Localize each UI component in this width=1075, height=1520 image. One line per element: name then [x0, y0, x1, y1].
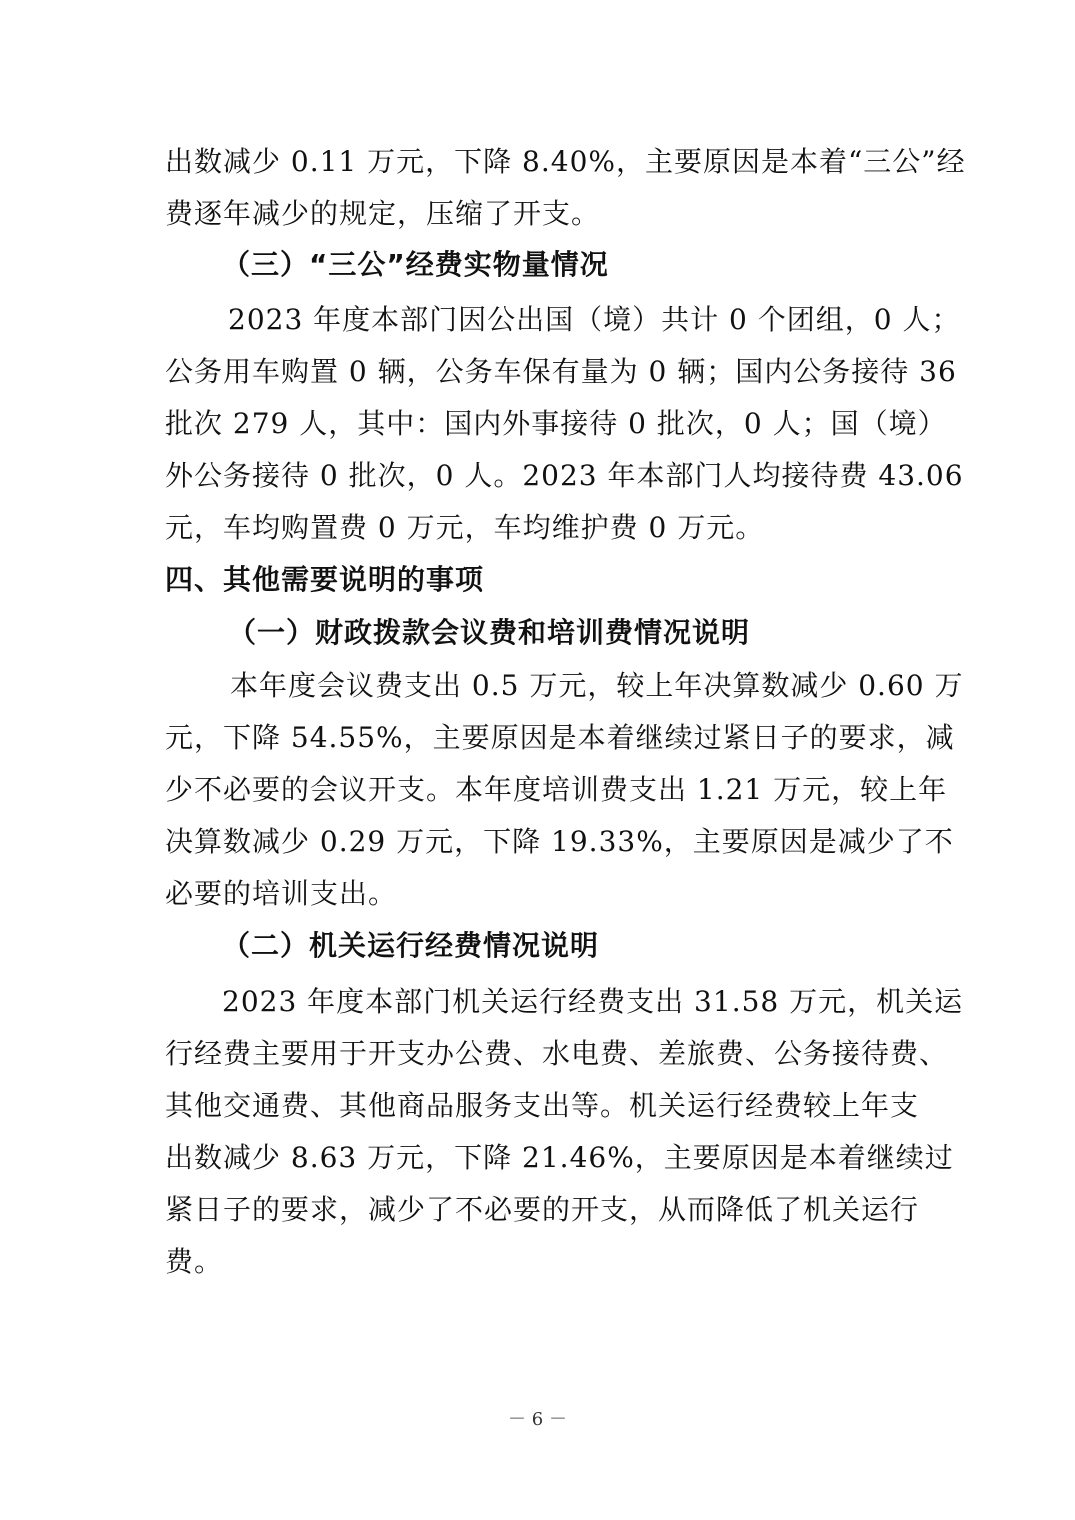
paragraph-line: 外公务接待 0 批次，0 人。2023 年本部门人均接待费 43.06	[165, 459, 964, 492]
section-heading: （二）机关运行经费情况说明	[222, 929, 600, 962]
paragraph-line: 行经费主要用于开支办公费、水电费、差旅费、公务接待费、	[165, 1037, 949, 1070]
paragraph-line: 出数减少 8.63 万元，下降 21.46%，主要原因是本着继续过	[165, 1141, 954, 1174]
paragraph-line: 紧日子的要求，减少了不必要的开支，从而降低了机关运行	[165, 1193, 920, 1226]
paragraph-line: 少不必要的会议开支。本年度培训费支出 1.21 万元，较上年	[165, 773, 948, 806]
paragraph-line: 元，车均购置费 0 万元，车均维护费 0 万元。	[165, 511, 765, 544]
paragraph-line: 公务用车购置 0 辆，公务车保有量为 0 辆；国内公务接待 36	[165, 355, 957, 388]
page-number: － 6 －	[508, 1409, 567, 1430]
paragraph-line: 决算数减少 0.29 万元，下降 19.33%，主要原因是减少了不	[165, 825, 954, 858]
paragraph-line: 必要的培训支出。	[165, 877, 398, 910]
paragraph-line: 批次 279 人，其中：国内外事接待 0 批次，0 人；国（境）	[165, 407, 947, 440]
paragraph-line: 2023 年度本部门机关运行经费支出 31.58 万元，机关运	[222, 985, 964, 1018]
paragraph-line: 费。	[165, 1245, 224, 1278]
paragraph-line: 2023 年度本部门因公出国（境）共计 0 个团组，0 人；	[228, 303, 961, 336]
paragraph-line: 其他交通费、其他商品服务支出等。机关运行经费较上年支	[165, 1089, 920, 1122]
paragraph-line: 出数减少 0.11 万元，下降 8.40%，主要原因是本着“三公”经	[165, 145, 966, 178]
section-heading: （一）财政拨款会议费和培训费情况说明	[228, 616, 751, 649]
section-heading: 四、其他需要说明的事项	[165, 563, 485, 596]
paragraph-line: 元，下降 54.55%，主要原因是本着继续过紧日子的要求，减	[165, 721, 955, 754]
paragraph-line: 费逐年减少的规定，压缩了开支。	[165, 197, 601, 230]
section-heading: （三）“三公”经费实物量情况	[222, 248, 609, 281]
paragraph-line: 本年度会议费支出 0.5 万元，较上年决算数减少 0.60 万	[230, 669, 964, 702]
